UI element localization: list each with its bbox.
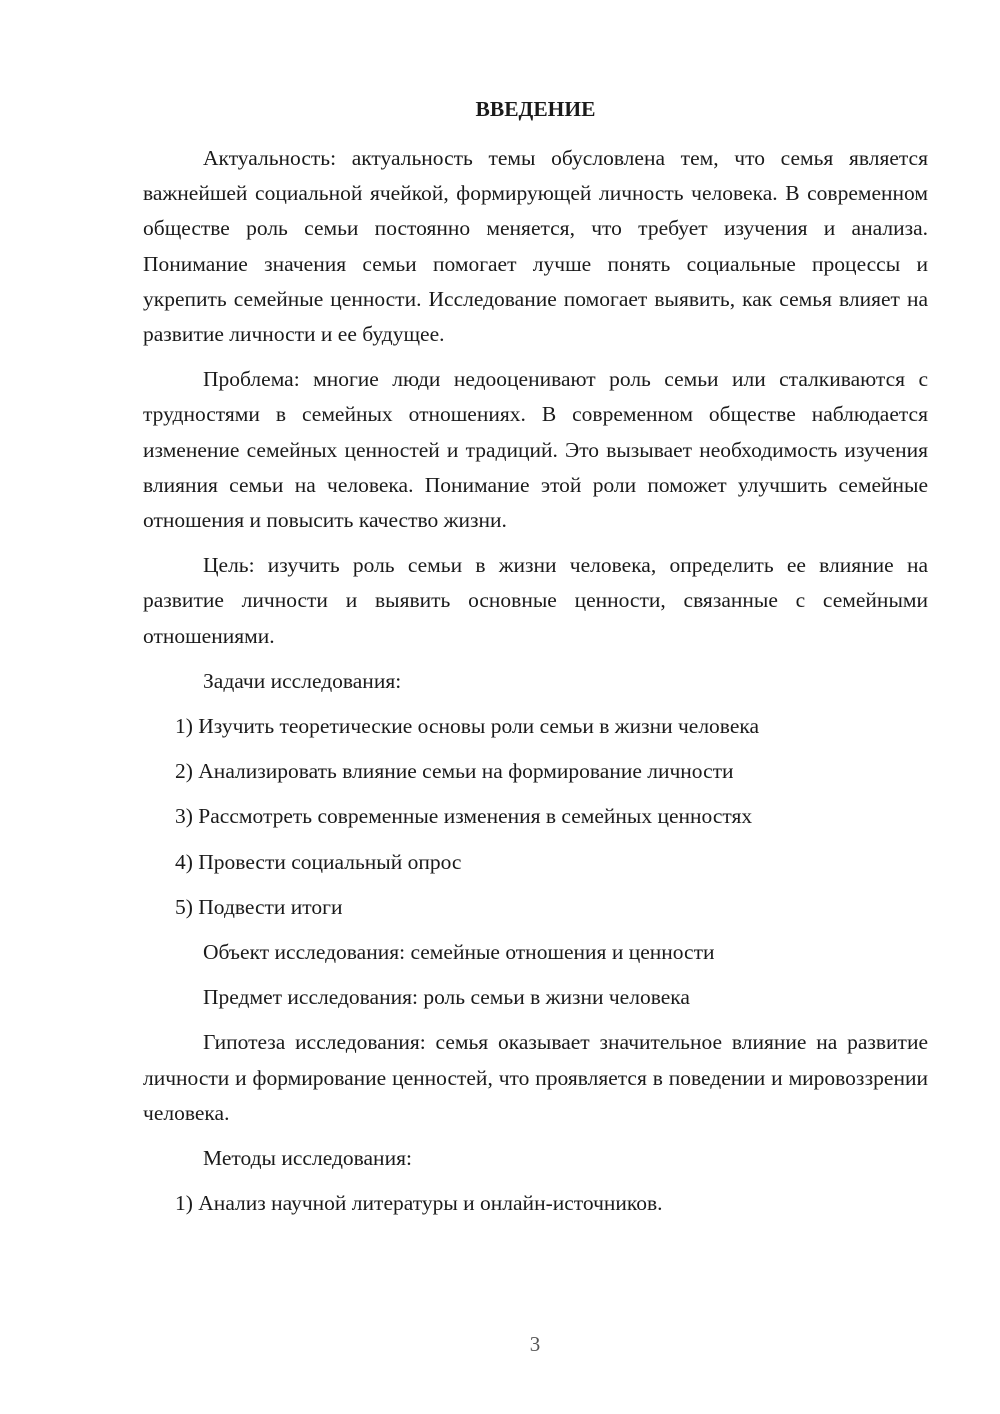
page-number: 3	[529, 1332, 541, 1356]
tasks-heading: Задачи исследования:	[203, 668, 402, 693]
task-item: 5) Подвести итоги	[175, 894, 343, 919]
page-title: ВВЕДЕНИЕ	[475, 97, 596, 121]
task-item: 4) Провести социальный опрос	[175, 849, 462, 874]
methods-list	[143, 1186, 928, 1221]
relevance-paragraph: Актуальность: актуальность темы обусловлена тем, что семья является важнейшей социальной ячейкой, формирующей личность человека. В современном обществе роль семьи постоянно меняется, что требует изучения и анализа. Понимание значения семьи помогает лучше понять социальные процессы и укрепить семейные ценности. Исследование помогает выявить, как семья влияет на развитие личности и ее будущее.	[143, 146, 928, 347]
task-item: 3) Рассмотреть современные изменения в семейных ценностях	[175, 804, 753, 829]
document-page	[143, 92, 928, 1231]
problem-paragraph: Проблема: многие люди недооценивают роль семьи или сталкиваются с трудностями в семейных отношениях. В современном обществе наблюдается изменение семейных ценностей и традиций. Это вызывает необходимость изучения влияния семьи на человека. Понимание этой роли поможет улучшить семейные отношения и повысить качество жизни.	[143, 367, 928, 533]
research-object: Объект исследования: семейные отношения и ценности	[203, 940, 715, 965]
task-item: 1) Изучить теоретические основы роли семьи в жизни человека	[175, 714, 760, 739]
tasks-list	[143, 709, 928, 925]
methods-heading: Методы исследования:	[203, 1146, 412, 1171]
goal-paragraph: Цель: изучить роль семьи в жизни человека, определить ее влияние на развитие личности и выявить основные ценности, связанные с семейными отношениями.	[143, 553, 928, 648]
task-item: 2) Анализировать влияние семьи на формирование личности	[175, 759, 734, 784]
hypothesis-paragraph: Гипотеза исследования: семья оказывает значительное влияние на развитие личности и формирование ценностей, что проявляется в поведении и мировоззрении человека.	[143, 1030, 928, 1125]
method-item: 1) Анализ научной литературы и онлайн-источников.	[175, 1191, 663, 1216]
research-subject: Предмет исследования: роль семьи в жизни человека	[203, 985, 690, 1010]
